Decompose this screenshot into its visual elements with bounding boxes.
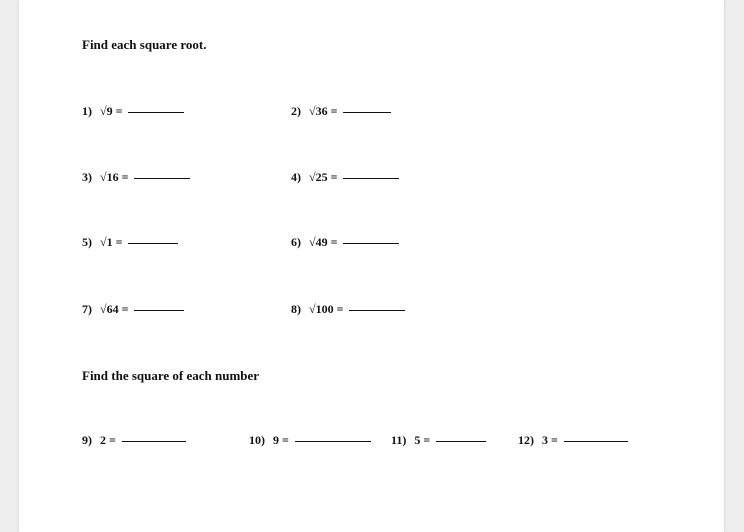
problem-expression: √36 = [309,104,338,118]
problem-number: 11) [391,433,407,447]
problem-number: 1) [82,104,92,118]
problem-number: 3) [82,170,92,184]
problem-number: 7) [82,302,92,316]
answer-blank[interactable] [564,440,628,442]
answer-blank[interactable] [343,242,399,244]
problem-number: 4) [291,170,301,184]
problem-8 [291,302,405,317]
answer-blank[interactable] [128,242,178,244]
problem-expression: √25 = [309,170,338,184]
worksheet-page [19,0,724,532]
answer-blank[interactable] [122,440,186,442]
section-heading-square: Find the square of each number [82,368,260,383]
problem-number: 2) [291,104,301,118]
problem-expression: 2 = [100,433,116,447]
answer-blank[interactable] [349,309,405,311]
answer-blank[interactable] [128,111,184,113]
problem-number: 12) [518,433,534,447]
problem-12 [518,433,628,448]
problem-9 [82,433,186,448]
problem-expression: √16 = [100,170,129,184]
answer-blank[interactable] [295,440,371,442]
answer-blank[interactable] [343,111,391,113]
problem-11 [391,433,486,448]
problem-expression: √9 = [100,104,123,118]
problem-number: 10) [249,433,265,447]
problem-expression: √64 = [100,302,129,316]
answer-blank[interactable] [436,440,486,442]
answer-blank[interactable] [134,309,184,311]
problem-number: 6) [291,235,301,249]
problem-number: 9) [82,433,92,447]
problem-expression: 9 = [273,433,289,447]
problem-3 [82,170,190,185]
section-heading-square-root: Find each square root. [82,37,207,52]
problem-expression: 3 = [542,433,558,447]
answer-blank[interactable] [343,177,399,179]
problem-5 [82,235,178,250]
problem-number: 8) [291,302,301,316]
problem-number: 5) [82,235,92,249]
problem-4 [291,170,399,185]
problem-expression: √100 = [309,302,344,316]
problem-expression: √49 = [309,235,338,249]
problem-10 [249,433,371,448]
problem-7 [82,302,184,317]
problem-expression: √1 = [100,235,123,249]
problem-expression: 5 = [414,433,431,447]
answer-blank[interactable] [134,177,190,179]
problem-6 [291,235,399,250]
problem-2 [291,104,391,119]
problem-1 [82,104,184,119]
